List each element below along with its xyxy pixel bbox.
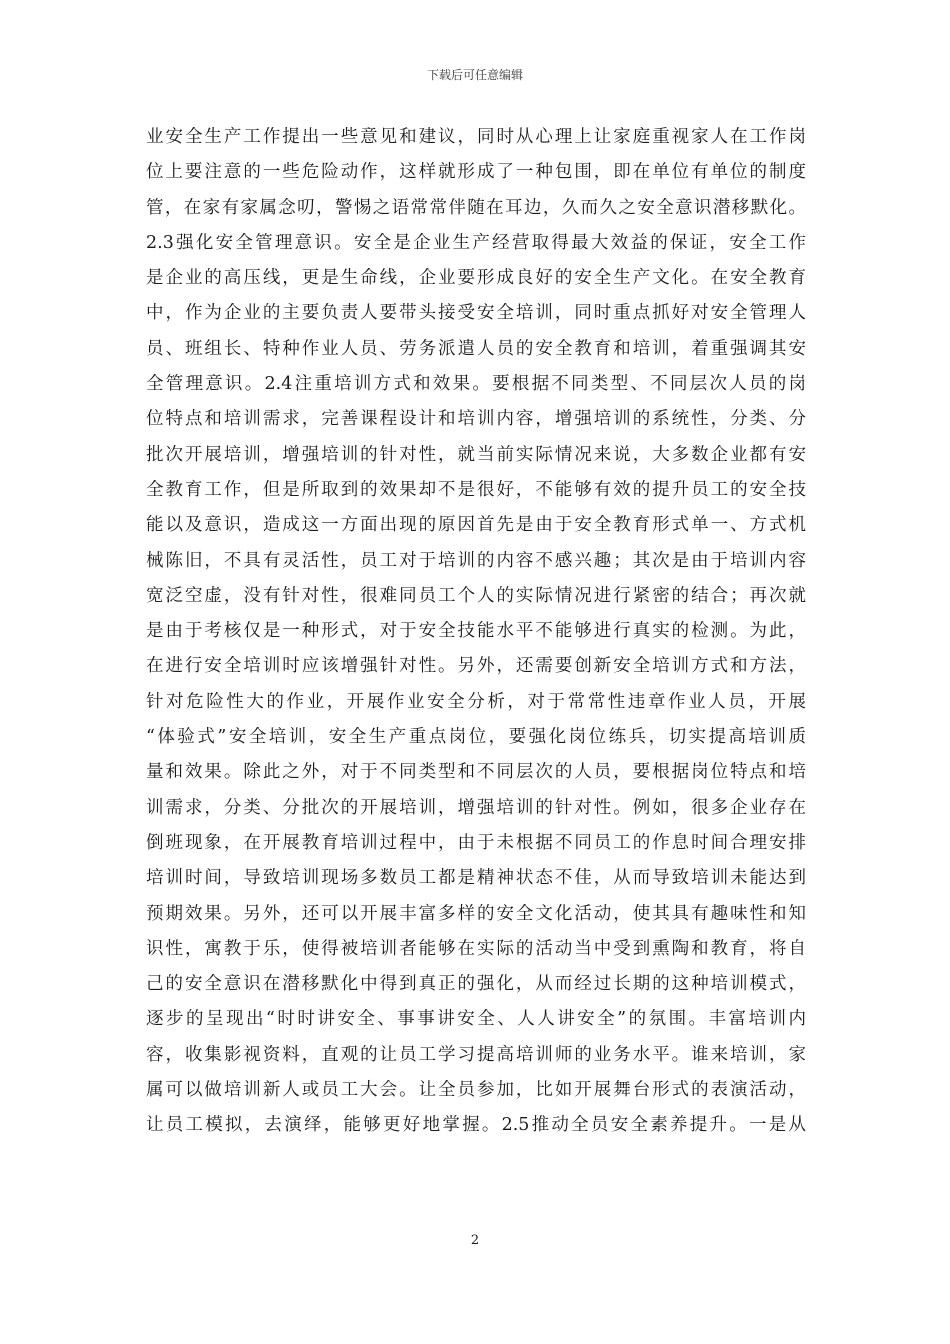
text-line: 量和效果。除此之外，对于不同类型和不同层次的人员，要根据岗位特点和培 [146,762,806,783]
page-number: 2 [470,1233,480,1248]
text-line: 是由于考核仅是一种形式，对于安全技能水平不能够进行真实的检测。为此， [146,621,806,642]
text-line: 中，作为企业的主要负责人要带头接受安全培训，同时重点抓好对安全管理人 [146,303,806,324]
body-text [146,120,806,1144]
text-line: 是企业的高压线，更是生命线，企业要形成良好的安全生产文化。在安全教育 [146,268,806,289]
text-line: 逐步的呈现出“时时讲安全、事事讲安全、人人讲安全”的氛围。丰富培训内 [146,1009,806,1030]
text-line: 管，在家有家属念叨，警惕之语常常伴随在耳边，久而久之安全意识潜移默化。 [146,197,806,218]
page-header: 下载后可任意编辑 [426,68,523,82]
text-line: 全管理意识。2.4注重培训方式和效果。要根据不同类型、不同层次人员的岗 [146,374,806,395]
text-line: 位特点和培训需求，完善课程设计和培训内容，增强培训的系统性，分类、分 [146,409,806,430]
text-line: 位上要注意的一些危险动作，这样就形成了一种包围，即在单位有单位的制度 [146,162,806,183]
text-line: 能以及意识，造成这一方面出现的原因首先是由于安全教育形式单一、方式机 [146,515,806,536]
text-line: 业安全生产工作提出一些意见和建议，同时从心理上让家庭重视家人在工作岗 [146,127,806,147]
text-line: 宽泛空虚，没有针对性，很难同员工个人的实际情况进行紧密的结合；再次就 [146,585,806,606]
text-line: 批次开展培训，增强培训的针对性，就当前实际情况来说，大多数企业都有安 [146,444,806,465]
text-line: 训需求，分类、分批次的开展培训，增强培训的针对性。例如，很多企业存在 [146,797,806,818]
text-line: 容，收集影视资料，直观的让员工学习提高培训师的业务水平。谁来培训，家 [146,1044,806,1065]
text-line: 己的安全意识在潜移默化中得到真正的强化，从而经过长期的这种培训模式， [146,974,806,995]
text-line: 让员工模拟，去演绎，能够更好地掌握。2.5推动全员安全素养提升。一是从 [146,1115,806,1136]
text-line: 在进行安全培训时应该增强针对性。另外，还需要创新安全培训方式和方法， [146,656,806,677]
text-line: 属可以做培训新人或员工大会。让全员参加，比如开展舞台形式的表演活动， [146,1080,806,1101]
text-line: 全教育工作，但是所取到的效果却不是很好，不能够有效的提升员工的安全技 [146,479,806,500]
text-line: 识性，寓教于乐，使得被培训者能够在实际的活动当中受到熏陶和教育，将自 [146,938,806,959]
text-line: “体验式”安全培训，安全生产重点岗位，要强化岗位练兵，切实提高培训质 [146,727,806,748]
text-line: 倒班现象，在开展教育培训过程中，由于未根据不同员工的作息时间合理安排 [146,832,806,853]
text-line: 针对危险性大的作业，开展作业安全分析，对于常常性违章作业人员，开展 [146,691,806,712]
text-line: 员、班组长、特种作业人员、劳务派遣人员的安全教育和培训，着重强调其安 [146,338,806,359]
text-line: 培训时间，导致培训现场多数员工都是精神状态不佳，从而导致培训未能达到 [146,868,806,889]
text-line: 预期效果。另外，还可以开展丰富多样的安全文化活动，使其具有趣味性和知 [146,903,806,924]
text-line: 械陈旧，不具有灵活性，员工对于培训的内容不感兴趣；其次是由于培训内容 [146,550,806,571]
text-line: 2.3强化安全管理意识。安全是企业生产经营取得最大效益的保证，安全工作 [146,232,806,253]
